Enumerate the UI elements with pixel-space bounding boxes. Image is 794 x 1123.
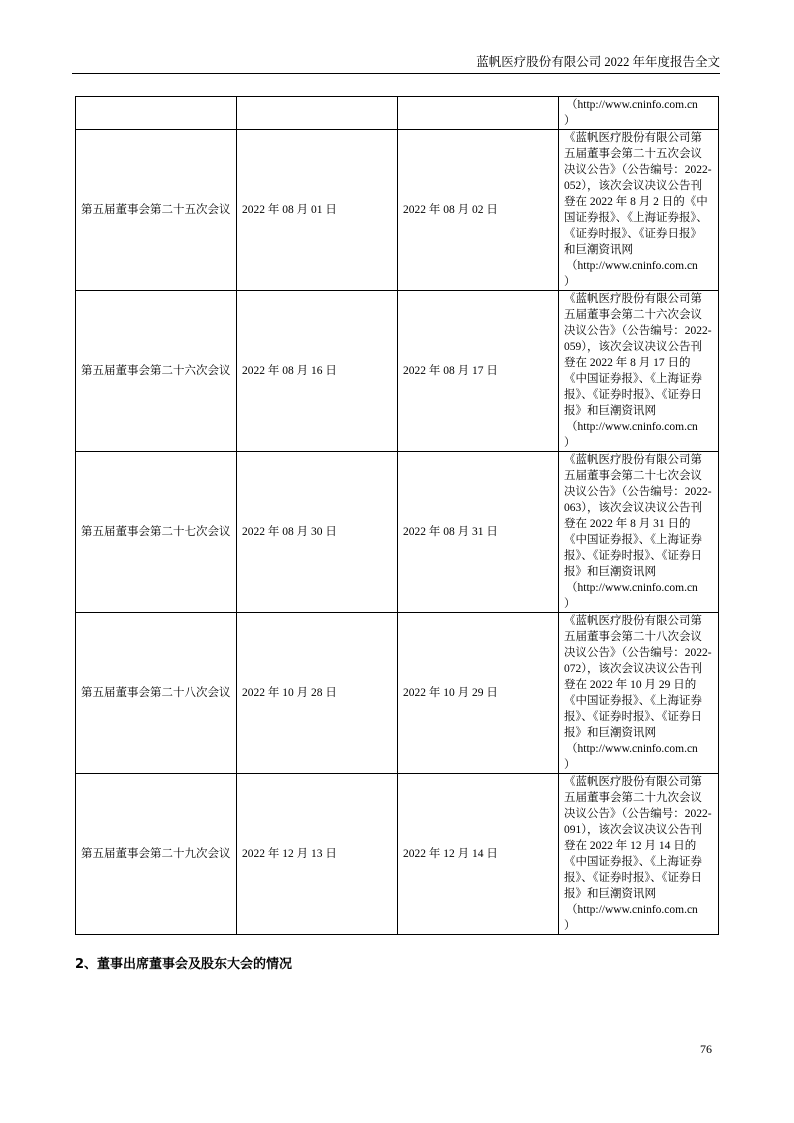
disclosure-note-cell xyxy=(559,291,719,452)
section-heading: 2、董事出席董事会及股东大会的情况 xyxy=(75,957,293,972)
table-row xyxy=(76,291,719,452)
report-title: 蓝帆医疗股份有限公司 2022 年年度报告全文 xyxy=(476,55,720,69)
note-text: 《蓝帆医疗股份有限公司第五届董事会第二十七次会议决议公告》（公告编号：2022-063），该次会议决议公告刊登在 2022 年 8 月 31 日的《中国证券报》、《上海证券报》、《证券时报》、《证券日报》和巨潮资讯网 xyxy=(564,454,712,578)
meeting-name-cell: 第五届董事会第二十五次会议 xyxy=(76,130,237,291)
note-close: ） xyxy=(564,115,576,127)
note-url: （http://www.cninfo.com.cn xyxy=(566,743,698,755)
note-text: 《蓝帆医疗股份有限公司第五届董事会第二十六次会议决议公告》（公告编号：2022-059），该次会议决议公告刊登在 2022 年 8 月 17 日的《中国证券报》、《上海证券报》、《证券时报》、《证券日报》和巨潮资讯网 xyxy=(564,293,712,417)
note-url: （http://www.cninfo.com.cn xyxy=(566,260,698,272)
table-row xyxy=(76,613,719,774)
meeting-date-cell: 2022 年 10 月 28 日 xyxy=(237,613,398,774)
meeting-date-cell: 2022 年 08 月 30 日 xyxy=(237,452,398,613)
note-text: 《蓝帆医疗股份有限公司第五届董事会第二十五次会议决议公告》（公告编号：2022-052），该次会议决议公告刊登在 2022 年 8 月 2 日的《中国证券报》、《上海证券报》、《证券时报》、《证券日报》和巨潮资讯网 xyxy=(564,132,712,256)
meeting-date-cell xyxy=(237,97,398,130)
note-close: ） xyxy=(564,759,576,771)
note-text: 《蓝帆医疗股份有限公司第五届董事会第二十九次会议决议公告》（公告编号：2022-091），该次会议决议公告刊登在 2022 年 12 月 14 日的《中国证券报》、《上海证券报》、《证券时报》、《证券日报》和巨潮资讯网 xyxy=(564,776,712,900)
board-meetings-table xyxy=(75,96,719,935)
meeting-name-cell: 第五届董事会第二十六次会议 xyxy=(76,291,237,452)
table-row xyxy=(76,452,719,613)
note-url: （http://www.cninfo.com.cn xyxy=(566,99,698,111)
meeting-date-cell: 2022 年 08 月 01 日 xyxy=(237,130,398,291)
disclosure-note-cell xyxy=(559,130,719,291)
disclosure-note-cell xyxy=(559,774,719,935)
table-row-continued xyxy=(76,97,719,130)
disclosure-note-cell xyxy=(559,452,719,613)
note-url: （http://www.cninfo.com.cn xyxy=(566,582,698,594)
disclosure-date-cell: 2022 年 08 月 02 日 xyxy=(398,130,559,291)
note-close: ） xyxy=(564,437,576,449)
disclosure-note-cell xyxy=(559,613,719,774)
note-url: （http://www.cninfo.com.cn xyxy=(566,421,698,433)
note-close: ） xyxy=(564,598,576,610)
meeting-name-cell: 第五届董事会第二十七次会议 xyxy=(76,452,237,613)
meeting-date-cell: 2022 年 08 月 16 日 xyxy=(237,291,398,452)
disclosure-date-cell: 2022 年 08 月 17 日 xyxy=(398,291,559,452)
note-url: （http://www.cninfo.com.cn xyxy=(566,904,698,916)
disclosure-date-cell xyxy=(398,97,559,130)
note-close: ） xyxy=(564,276,576,288)
note-close: ） xyxy=(564,920,576,932)
page-header xyxy=(72,54,720,74)
note-text: 《蓝帆医疗股份有限公司第五届董事会第二十八次会议决议公告》（公告编号：2022-072），该次会议决议公告刊登在 2022 年 10 月 29 日的《中国证券报》、《上海证券报》、《证券时报》、《证券日报》和巨潮资讯网 xyxy=(564,615,712,739)
meeting-date-cell: 2022 年 12 月 13 日 xyxy=(237,774,398,935)
table-row xyxy=(76,774,719,935)
disclosure-date-cell: 2022 年 08 月 31 日 xyxy=(398,452,559,613)
meeting-name-cell xyxy=(76,97,237,130)
table-row xyxy=(76,130,719,291)
disclosure-note-cell xyxy=(559,97,719,130)
meeting-name-cell: 第五届董事会第二十九次会议 xyxy=(76,774,237,935)
page-number: 76 xyxy=(700,1042,712,1056)
disclosure-date-cell: 2022 年 10 月 29 日 xyxy=(398,613,559,774)
meeting-name-cell: 第五届董事会第二十八次会议 xyxy=(76,613,237,774)
disclosure-date-cell: 2022 年 12 月 14 日 xyxy=(398,774,559,935)
